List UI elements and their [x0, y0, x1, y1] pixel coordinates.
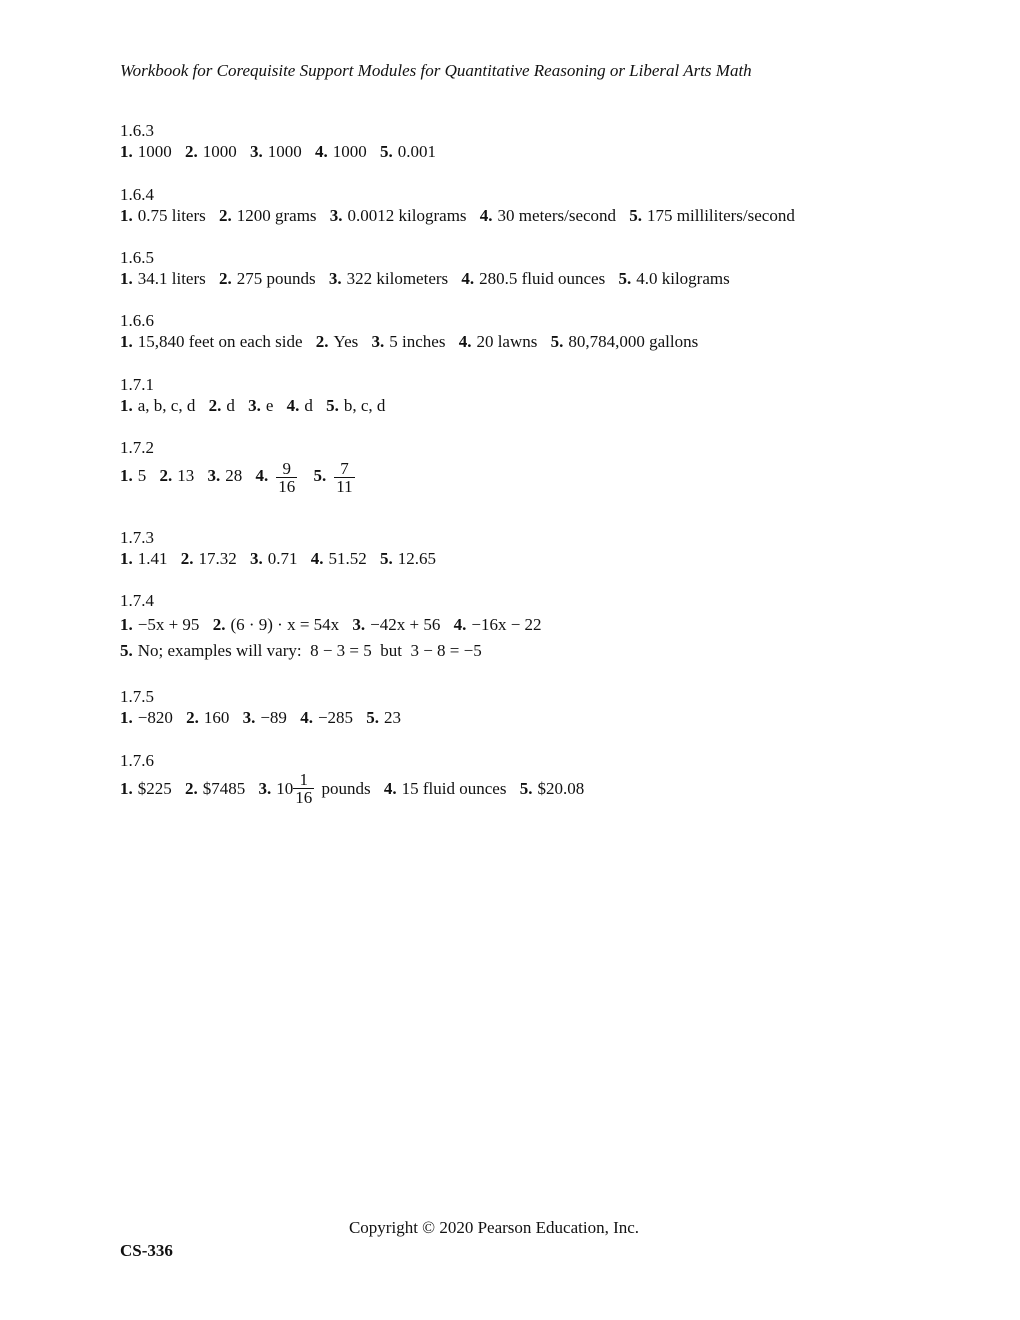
answer-value: Yes [333, 332, 359, 351]
answer-number: 1. [120, 206, 133, 225]
answer-number: 4. [315, 142, 328, 161]
answer-value: 17.32 [198, 549, 237, 568]
fraction-numerator: 9 [276, 460, 297, 478]
answer-value: e [265, 396, 274, 415]
answer-value: 5 [137, 466, 147, 486]
section-title: 1.7.6 [120, 751, 154, 770]
answer-value: 0.0012 kilograms [347, 206, 467, 225]
fraction-numerator: 7 [334, 460, 354, 478]
answer-value: −285 [317, 708, 354, 727]
answer-value: −5x + 95 [137, 615, 200, 634]
answer-number: 2. [186, 708, 199, 727]
section-1-6-4 [120, 185, 804, 227]
answer-value: $225 [137, 778, 172, 798]
answer-number: 5. [629, 206, 643, 225]
section-title: 1.7.3 [120, 528, 154, 547]
answer-number: 4. [300, 708, 313, 727]
answer-line [120, 640, 551, 662]
answer-value: 12.65 [397, 549, 436, 568]
answer-value: 0.71 [267, 549, 298, 568]
answer-number: 2. [185, 778, 198, 798]
answer-value: −820 [137, 708, 173, 727]
answer-value: $20.08 [537, 778, 585, 798]
answer-number: 1. [120, 778, 133, 798]
section-1-6-6 [120, 311, 707, 353]
answer-value: 0.75 liters [137, 206, 206, 225]
answer-value: 1.41 [137, 549, 168, 568]
answer-value: (6 · 9) · x = 54x [230, 615, 340, 634]
answer-number: 1. [120, 549, 133, 568]
answer-value: 280.5 fluid ounces [479, 269, 606, 288]
answer-line [120, 771, 593, 806]
answer-number: 1. [120, 396, 133, 415]
answer-value: 1000 [202, 142, 237, 161]
answer-value: 175 milliliters/second [647, 206, 795, 225]
answer-number: 5. [313, 466, 327, 486]
answer-line [120, 331, 707, 353]
answer-value: 15,840 feet on each side [137, 332, 303, 351]
page-number: CS-336 [120, 1241, 173, 1260]
answer-value: 23 [384, 708, 402, 727]
answer-number: 5. [380, 549, 393, 568]
section-1-7-4 [120, 591, 551, 662]
answer-number: 3. [328, 269, 342, 288]
page-header: Workbook for Corequisite Support Modules for Quantitative Reasoning or Liberal Arts Math [120, 61, 752, 80]
answer-number: 4. [479, 206, 493, 225]
answer-value: 13 [177, 466, 195, 486]
answer-number: 2. [185, 142, 198, 161]
fraction-denominator: 16 [295, 788, 313, 807]
answer-value: $7485 [202, 778, 246, 798]
answer-value: 1200 grams [236, 206, 317, 225]
mixed-number [276, 771, 317, 806]
answer-number: 3. [258, 778, 272, 798]
answer-value: b, c, d [343, 396, 386, 415]
answer-number: 5. [366, 708, 380, 727]
answer-number: 1. [120, 142, 133, 161]
section-1-6-3 [120, 121, 445, 163]
answer-value: 34.1 liters [137, 269, 206, 288]
section-title: 1.6.3 [120, 121, 154, 140]
section-1-7-6 [120, 751, 593, 806]
answer-number: 4. [453, 615, 467, 634]
answer-value: d [226, 396, 235, 415]
section-title: 1.6.4 [120, 185, 154, 204]
answer-number: 2. [159, 466, 173, 486]
copyright-notice: Copyright © 2020 Pearson Education, Inc. [348, 1218, 640, 1237]
answer-number: 2. [315, 332, 329, 351]
answer-number: 4. [383, 778, 397, 798]
answer-value: 51.52 [328, 549, 367, 568]
answer-line [120, 614, 551, 636]
answer-number: 2. [212, 615, 226, 634]
answer-value: 30 meters/second [497, 206, 617, 225]
fraction-numerator: 1 [293, 771, 314, 789]
answer-value: No; examples will vary: 8 − 3 = 5 but 3 − 8 = −5 [137, 641, 482, 660]
answer-value: 4.0 kilograms [636, 269, 730, 288]
fraction-denominator: 11 [336, 477, 353, 496]
answer-number: 4. [458, 332, 472, 351]
answer-value: d [304, 396, 313, 415]
answer-line [120, 268, 739, 290]
answer-number: 3. [207, 466, 221, 486]
fraction [334, 460, 354, 495]
section-title: 1.6.5 [120, 248, 154, 267]
answer-value: a, b, c, d [137, 396, 196, 415]
section-1-7-3 [120, 528, 445, 570]
answer-line [120, 707, 410, 729]
answer-value: −42x + 56 [370, 615, 441, 634]
answer-number: 3. [352, 615, 366, 634]
answer-number: 3. [242, 708, 256, 727]
section-title: 1.7.4 [120, 591, 154, 610]
answer-number: 2. [208, 396, 222, 415]
answer-number: 1. [120, 269, 133, 288]
answer-value: 160 [203, 708, 230, 727]
answer-value: 1000 [267, 142, 302, 161]
answer-line [120, 460, 367, 495]
answer-number: 4. [310, 549, 324, 568]
answer-value: 1000 [137, 142, 172, 161]
answer-line [120, 205, 804, 227]
answer-line [120, 548, 445, 570]
answer-value: 80,784,000 gallons [568, 332, 699, 351]
section-title: 1.7.5 [120, 687, 154, 706]
answer-number: 5. [326, 396, 339, 415]
answer-value: 322 kilometers [346, 269, 449, 288]
answer-number: 4. [461, 269, 475, 288]
answer-number: 4. [286, 396, 300, 415]
section-title: 1.7.1 [120, 375, 154, 394]
answer-number: 1. [120, 466, 133, 486]
section-1-6-5 [120, 248, 739, 290]
answer-number: 3. [371, 332, 385, 351]
answer-value: 1000 [332, 142, 367, 161]
answer-number: 5. [550, 332, 564, 351]
answer-number: 5. [519, 778, 533, 798]
fraction [293, 771, 314, 806]
answer-value: −16x − 22 [471, 615, 542, 634]
mixed-whole: 10 [276, 778, 294, 798]
answer-number: 3. [248, 396, 261, 415]
answer-value: −89 [260, 708, 287, 727]
answer-value: 5 inches [389, 332, 446, 351]
answer-number: 3. [329, 206, 343, 225]
answer-number: 2. [180, 549, 194, 568]
answer-number: 2. [219, 206, 232, 225]
section-1-7-1 [120, 375, 394, 417]
answer-number: 5. [618, 269, 632, 288]
answer-value: 15 fluid ounces [401, 778, 507, 798]
answer-value: 20 lawns [476, 332, 538, 351]
section-title: 1.6.6 [120, 311, 154, 330]
answer-number: 5. [120, 641, 133, 660]
answer-number: 4. [255, 466, 269, 486]
answer-line [120, 141, 445, 163]
fraction-denominator: 16 [278, 477, 296, 496]
answer-number: 5. [380, 142, 393, 161]
answer-number: 1. [120, 708, 133, 727]
answer-number: 1. [120, 332, 133, 351]
answer-number: 2. [219, 269, 232, 288]
fraction [276, 460, 297, 495]
answer-value: 275 pounds [236, 269, 316, 288]
answer-number: 1. [120, 615, 133, 634]
answer-number: 3. [250, 549, 263, 568]
answer-unit: pounds [321, 778, 371, 798]
answer-value: 0.001 [397, 142, 436, 161]
answer-value: 28 [225, 466, 243, 486]
answer-number: 3. [250, 142, 263, 161]
section-1-7-2 [120, 438, 367, 495]
section-title: 1.7.2 [120, 438, 154, 457]
section-1-7-5 [120, 687, 410, 729]
answer-line [120, 395, 394, 417]
